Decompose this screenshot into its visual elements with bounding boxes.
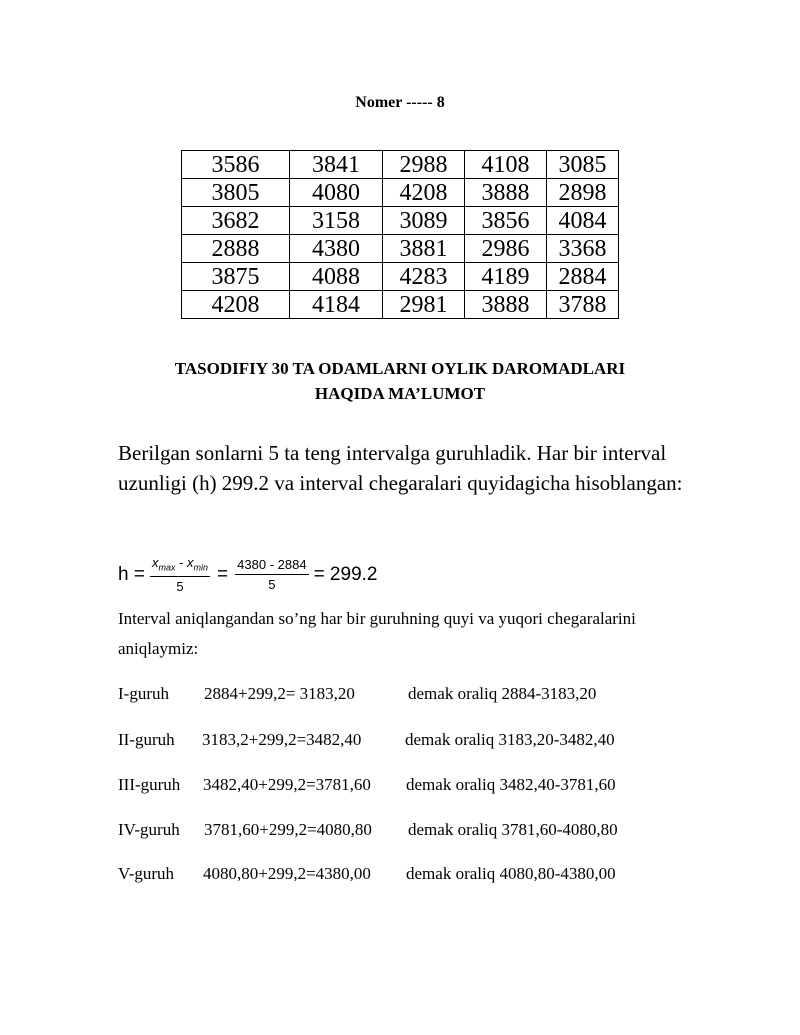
group-calculation: 3781,60+299,2=4080,80 (204, 820, 372, 839)
table-cell: 3888 (465, 291, 547, 319)
group-calculation: 3482,40+299,2=3781,60 (203, 775, 371, 794)
page-title: Nomer ----- 8 (355, 94, 445, 111)
table-row (182, 179, 619, 207)
table-cell: 2988 (383, 151, 465, 179)
group-interval: demak oraliq 3183,20-3482,40 (405, 730, 615, 749)
table-row (182, 207, 619, 235)
table-cell: 3586 (182, 151, 290, 179)
table-cell: 4088 (290, 263, 383, 291)
table-cell: 3682 (182, 207, 290, 235)
table-cell: 3788 (547, 291, 619, 319)
group-label: I-guruh (118, 684, 169, 703)
intro-paragraph: Berilgan sonlarni 5 ta teng intervalga guruhladik. Har bir interval uzunligi (h) 299.2 va interval chegaralari quyidagicha hisoblangan: (118, 441, 683, 495)
table-cell: 3805 (182, 179, 290, 207)
min-subscript: min (193, 562, 209, 573)
table-cell: 4208 (383, 179, 465, 207)
group-calculation: 2884+299,2= 3183,20 (204, 684, 355, 703)
section-heading-line2: HAQIDA MA’LUMOT (314, 384, 486, 403)
explanation-paragraph: Interval aniqlangandan so’ng har bir guruhning quyi va yuqori chegaralarini aniqlaymiz: (118, 609, 636, 658)
table-row (182, 263, 619, 291)
table-cell: 2898 (547, 179, 619, 207)
max-subscript: max (158, 562, 176, 573)
table-cell: 4208 (182, 291, 290, 319)
table-cell: 3368 (547, 235, 619, 263)
table-row (182, 235, 619, 263)
table-cell: 4108 (465, 151, 547, 179)
table-cell: 3881 (383, 235, 465, 263)
income-data-table (181, 150, 619, 319)
table-cell: 2884 (547, 263, 619, 291)
group-calculation: 4080,80+299,2=4380,00 (203, 864, 371, 883)
group-interval: demak oraliq 4080,80-4380,00 (406, 864, 616, 883)
fraction-numerator: 4380 - 2884 (235, 557, 308, 575)
x-max-symbol: x (151, 554, 159, 570)
table-cell: 3089 (383, 207, 465, 235)
formula-result: = 299.2 (313, 564, 378, 585)
table-cell: 4080 (290, 179, 383, 207)
table-cell: 3085 (547, 151, 619, 179)
table-cell: 4380 (290, 235, 383, 263)
table-cell: 3841 (290, 151, 383, 179)
table-cell: 2888 (182, 235, 290, 263)
group-label: II-guruh (118, 730, 175, 749)
formula-lhs: h = (118, 564, 145, 585)
group-label: V-guruh (118, 864, 175, 883)
data-table-body (182, 151, 619, 319)
section-heading (0, 356, 800, 406)
table-cell: 3856 (465, 207, 547, 235)
section-heading-line1: TASODIFIY 30 TA ODAMLARNI OYLIK DAROMADLARI (174, 359, 626, 378)
interval-formula (118, 550, 377, 600)
table-row (182, 291, 619, 319)
formula-fraction-numeric (235, 557, 308, 593)
minus-sign: - (175, 554, 188, 570)
group-interval: demak oraliq 3781,60-4080,80 (408, 820, 618, 839)
table-cell: 4184 (290, 291, 383, 319)
fraction-denominator: 5 (176, 579, 184, 595)
table-cell: 3875 (182, 263, 290, 291)
formula-fraction-symbolic (150, 555, 210, 596)
group-label: IV-guruh (118, 820, 180, 839)
table-cell: 4084 (547, 207, 619, 235)
table-cell: 2986 (465, 235, 547, 263)
group-interval: demak oraliq 3482,40-3781,60 (406, 775, 616, 794)
table-cell: 2981 (383, 291, 465, 319)
table-cell: 4189 (465, 263, 547, 291)
table-cell: 3158 (290, 207, 383, 235)
table-cell: 4283 (383, 263, 465, 291)
equals-sign: = (217, 564, 229, 585)
table-row (182, 151, 619, 179)
table-cell: 3888 (465, 179, 547, 207)
group-calculation: 3183,2+299,2=3482,40 (202, 730, 362, 749)
x-min-symbol: x (187, 554, 194, 570)
group-interval: demak oraliq 2884-3183,20 (408, 684, 597, 703)
group-label: III-guruh (118, 775, 181, 794)
fraction-denominator: 5 (268, 577, 276, 592)
fraction-numerator (150, 555, 210, 578)
